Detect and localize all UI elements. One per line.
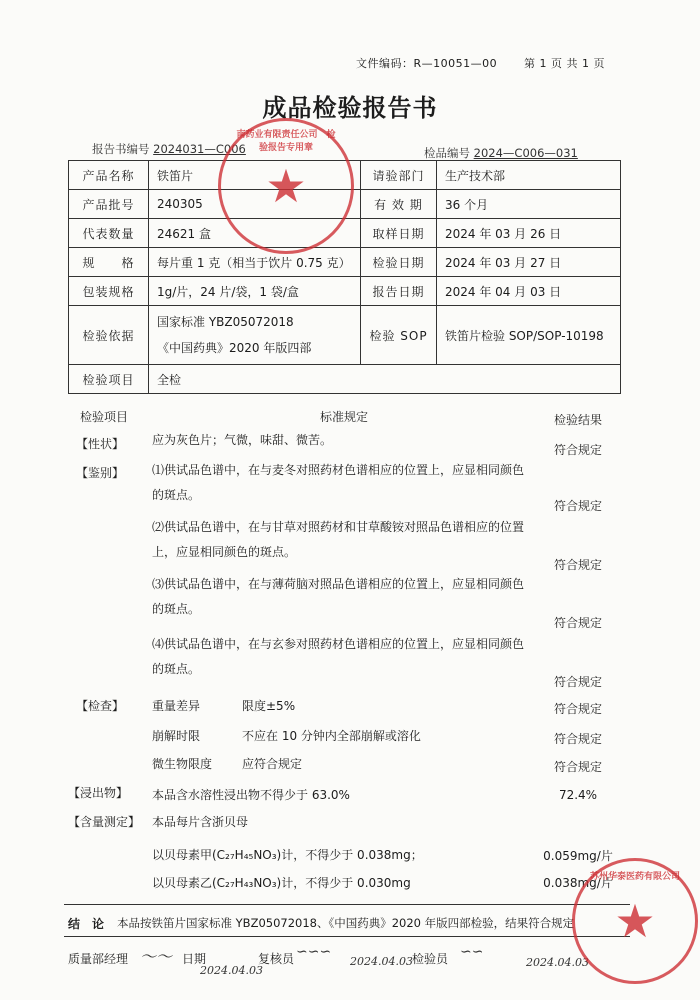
qa-date-label: 日期: [182, 952, 207, 966]
quantity-label: 代表数量: [69, 219, 149, 248]
quantity-value: 24621 盒: [149, 219, 361, 248]
file-code: 文件编码：R—10051—00: [356, 57, 498, 70]
disint-std: 不应在 10 分钟内全部崩解或溶化: [242, 729, 421, 743]
col-item-header: 检验项目: [80, 410, 129, 424]
section-xingzhuang: 【性状】: [76, 437, 125, 451]
inspector-date: 2024.04.03: [526, 956, 589, 969]
assay-2-std: 以贝母素乙(C₂₇H₄₃NO₃)计，不得少于 0.030mg: [152, 876, 411, 890]
table-row: [69, 248, 621, 277]
validity-label: 有 效 期: [361, 190, 437, 219]
disint-result: 符合规定: [553, 732, 602, 746]
sop-label: 检验 SOP: [361, 306, 437, 365]
jianbie-3-line-b: 的斑点。: [152, 602, 201, 616]
test-date-label: 检验日期: [361, 248, 437, 277]
extract-result: 72.4%: [558, 788, 598, 802]
qa-manager-label: 质量部经理: [68, 952, 129, 966]
assay-2-result: 0.038mg/片: [543, 876, 613, 890]
jianbie-3: [152, 572, 524, 622]
qa-manager-signature: 〜〜: [140, 947, 173, 966]
items-label: 检验项目: [69, 365, 149, 394]
reviewer-signature: ∽∽∽: [296, 944, 332, 960]
section-extract: 【浸出物】: [68, 786, 129, 800]
jianbie-2-line-b: 上，应显相同颜色的斑点。: [152, 545, 297, 559]
jianbie-1-result: 符合规定: [553, 499, 602, 513]
company-stamp-2: [572, 858, 698, 984]
divider: [64, 936, 630, 937]
table-row: [69, 365, 621, 394]
micro-std: 应符合规定: [242, 757, 303, 771]
table-row: [69, 277, 621, 306]
assay-intro: 本品每片含浙贝母: [152, 815, 249, 829]
batch-value: 240305: [149, 190, 361, 219]
divider: [64, 904, 630, 905]
weight-std: 限度±5%: [242, 699, 296, 713]
section-assay: 【含量测定】: [68, 815, 141, 829]
test-date-value: 2024 年 03 月 27 日: [437, 248, 621, 277]
basis-line-1: 国家标准 YBZ05072018: [157, 315, 294, 329]
jianbie-2-line-a: ⑵供试品色谱中，在与甘草对照药材和甘草酸铵对照品色谱相应的位置: [152, 520, 525, 534]
stamp-text-2: 苏州华泰医药有限公司: [589, 872, 680, 882]
jianbie-3-result: 符合规定: [553, 616, 602, 630]
spec-label: 规 格: [69, 248, 149, 277]
batch-label: 产品批号: [69, 190, 149, 219]
table-row: [69, 219, 621, 248]
company-stamp: [218, 118, 354, 254]
micro-result: 符合规定: [553, 760, 602, 774]
section-jiancha: 【检查】: [76, 699, 125, 713]
package-value: 1g/片，24 片/袋，1 袋/盒: [149, 277, 361, 306]
jianbie-2-result: 符合规定: [553, 558, 602, 572]
basis-line-2: 《中国药典》2020 年版四部: [157, 341, 312, 355]
report-number: [92, 141, 246, 157]
weight-name: 重量差异: [152, 699, 201, 713]
assay-1-std: 以贝母素甲(C₂₇H₄₅NO₃)计，不得少于 0.038mg；: [152, 848, 423, 862]
col-result-header: 检验结果: [554, 413, 603, 427]
product-name-label: 产品名称: [69, 161, 149, 190]
report-date-label: 报告日期: [361, 277, 437, 306]
stamp-text: 南药业有限责任公司 检验报告专用章: [236, 130, 336, 153]
items-value: 全检: [149, 365, 621, 394]
stamp-star-icon: ★: [614, 894, 656, 948]
page-info: 第 1 页 共 1 页: [524, 57, 605, 70]
report-date-value: 2024 年 04 月 03 日: [437, 277, 621, 306]
sampling-date-label: 取样日期: [361, 219, 437, 248]
report-number-value: 2024031—C006: [153, 142, 246, 156]
jianbie-4-line-a: ⑷供试品色谱中，在与玄参对照药材色谱相应的位置上，应显相同颜色: [152, 637, 525, 651]
dept-value: 生产技术部: [437, 161, 621, 190]
weight-result: 符合规定: [553, 702, 602, 716]
reviewer-date: 2024.04.03: [350, 955, 413, 968]
report-number-label: 报告书编号: [92, 142, 150, 156]
conclusion-text: 本品按铁笛片国家标准 YBZ05072018、《中国药典》2020 年版四部检验，结果符合规定: [117, 916, 575, 930]
validity-value: 36 个月: [437, 190, 621, 219]
basis-label: 检验依据: [69, 306, 149, 365]
qa-date: 2024.04.03: [200, 964, 263, 977]
disint-name: 崩解时限: [152, 729, 201, 743]
jianbie-1-line-a: ⑴供试品色谱中，在与麦冬对照药材色谱相应的位置上，应显相同颜色: [152, 463, 525, 477]
inspector-label: 检验员: [412, 952, 449, 966]
jianbie-4: [152, 632, 524, 682]
dept-label: 请验部门: [361, 161, 437, 190]
package-label: 包装规格: [69, 277, 149, 306]
micro-name: 微生物限度: [152, 757, 213, 771]
sample-number: [424, 145, 578, 161]
jianbie-4-line-b: 的斑点。: [152, 662, 201, 676]
spec-value: 每片重 1 克（相当于饮片 0.75 克）: [149, 248, 361, 277]
conclusion-label: 结 论: [68, 917, 105, 931]
product-name-value: 铁笛片: [149, 161, 361, 190]
section-jianbie: 【鉴别】: [76, 466, 125, 480]
jianbie-1-line-b: 的斑点。: [152, 488, 201, 502]
basis-value: [149, 306, 361, 365]
jianbie-1: [152, 458, 524, 508]
sample-number-label: 检品编号: [424, 146, 470, 160]
xingzhuang-std: 应为灰色片；气微，味甜、微苦。: [152, 433, 333, 447]
jianbie-2: [152, 515, 524, 565]
stamp-star-icon: ★: [265, 159, 307, 213]
jianbie-4-result: 符合规定: [553, 675, 602, 689]
inspector-signature: ∽∽: [460, 944, 484, 960]
page-title: 成品检验报告书: [262, 94, 438, 122]
col-std-header: 标准规定: [320, 410, 369, 424]
table-row: [69, 306, 621, 365]
xingzhuang-result: 符合规定: [553, 443, 602, 457]
assay-1-result: 0.059mg/片: [543, 849, 613, 863]
jianbie-3-line-a: ⑶供试品色谱中，在与薄荷脑对照品色谱相应的位置上，应显相同颜色: [152, 577, 525, 591]
sample-number-value: 2024—C006—031: [473, 146, 578, 160]
sampling-date-value: 2024 年 03 月 26 日: [437, 219, 621, 248]
sop-value: 铁笛片检验 SOP/SOP-10198: [437, 306, 621, 365]
reviewer-label: 复核员: [258, 952, 295, 966]
extract-std: 本品含水溶性浸出物不得少于 63.0%: [152, 788, 350, 802]
